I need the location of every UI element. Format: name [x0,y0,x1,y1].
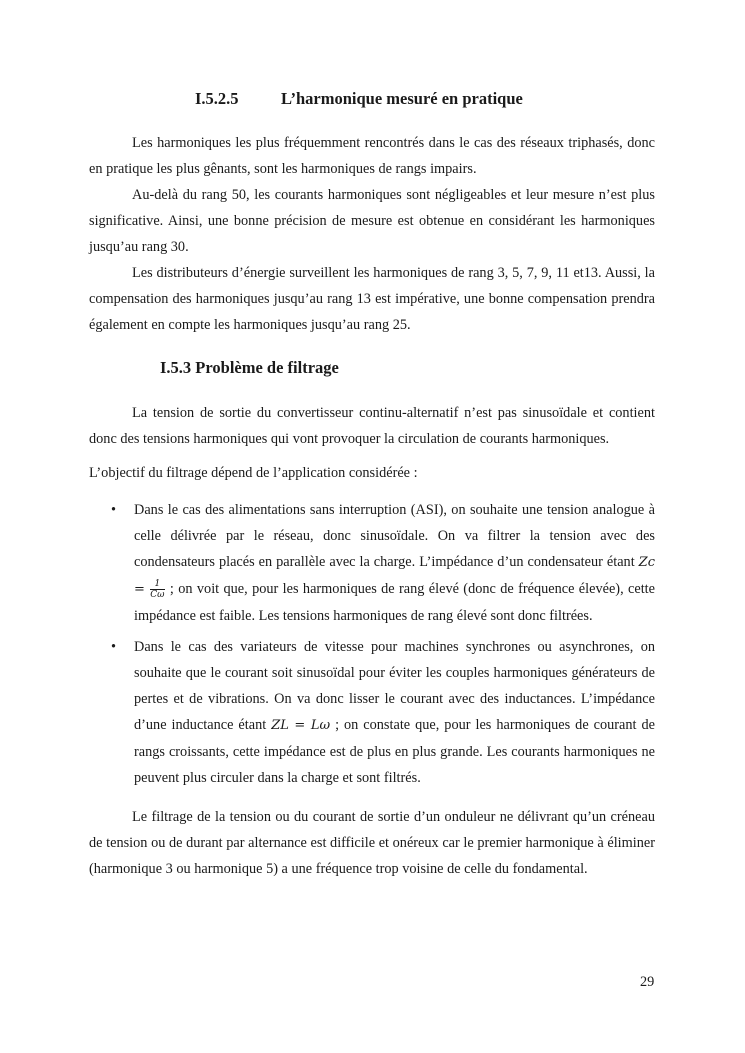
fraction-numerator: 1 [150,579,164,590]
bullet-icon: • [111,502,117,518]
paragraph-conclusion: Le filtrage de la tension ou du courant de sortie d’un onduleur ne délivrant qu’un créneau de tension ou de durant par alternance est difficile et onéreux car le premier harmonique à éliminer (harmonique 3 ou harmonique 5) a une fréquence trop voisine de celle du fondamental. [89,809,655,877]
section-title: L’harmonique mesuré en pratique [281,89,523,108]
section-number: I.5.2.5 [195,89,239,108]
inductance-impedance-formula: ZL = Lω [271,718,331,733]
bullet-icon: • [111,639,117,655]
variators-text: Dans le cas des variateurs de vitesse pour machines synchrones ou asynchrones, on souhaite que le courant soit sinusoïdal pour éviter les couples harmoniques générateurs de pertes et de vibrations. On va donc lisser le courant avec des inductances. L’impédance d’une inductance étant [134,639,655,733]
page-number: 29 [640,974,655,990]
asi-text: Dans le cas des alimentations sans interruption (ASI), on souhaite une tension analogue à celle délivrée par le réseau, donc sinusoïdale. On va filtrer la tension avec des condensateurs placés en parallèle avec la charge. L’impédance d’un condensateur étant [134,502,655,570]
filtering-cases-list [89,497,655,791]
capacitor-impedance-fraction [150,579,164,600]
paragraph-odd-harmonics: Les harmoniques les plus fréquemment rencontrés dans le cas des réseaux triphasés, donc en pratique les plus gênants, sont les harmoniques de rangs impairs. [89,135,655,177]
asi-text-after: ; on voit que, pour les harmoniques de rang élevé (donc de fréquence élevée), cette impédance est faible. Les tensions harmoniques de rang élevé sont donc filtrées. [134,581,655,624]
paragraph-filtering-objective: L’objectif du filtrage dépend de l’application considérée : [89,465,418,481]
paragraph-converter-output: La tension de sortie du convertisseur continu-alternatif n’est pas sinusoïdale et contient donc des tensions harmoniques qui vont provoquer la circulation de courants harmoniques. [89,405,655,447]
list-item-asi [89,497,655,629]
capacitor-impedance-lhs: Zc = [134,555,655,597]
section-heading-i525 [195,89,523,109]
paragraph-distributors: Les distributeurs d’énergie surveillent les harmoniques de rang 3, 5, 7, 9, 11 et13. Aussi, la compensation des harmoniques jusqu’au rang 13 est impérative, une bonne compensation prendra également en compte les harmoniques jusqu’au rang 25. [89,265,655,333]
section-heading-i53: I.5.3 Problème de filtrage [160,358,339,377]
variators-text-after: ; on constate que, pour les harmoniques de courant de rangs croissants, cette impédance est de plus en plus grande. Les courants harmoniques ne peuvent plus circuler dans la charge et sont filtrés. [134,717,656,786]
list-item-variators [89,634,655,791]
fraction-denominator: Cω [150,590,165,601]
paragraph-rank-50: Au-delà du rang 50, les courants harmoniques sont négligeables et leur mesure n’est plus significative. Ainsi, une bonne précision de mesure est obtenue en considérant les harmoniques jusqu’au rang 30. [89,187,655,255]
